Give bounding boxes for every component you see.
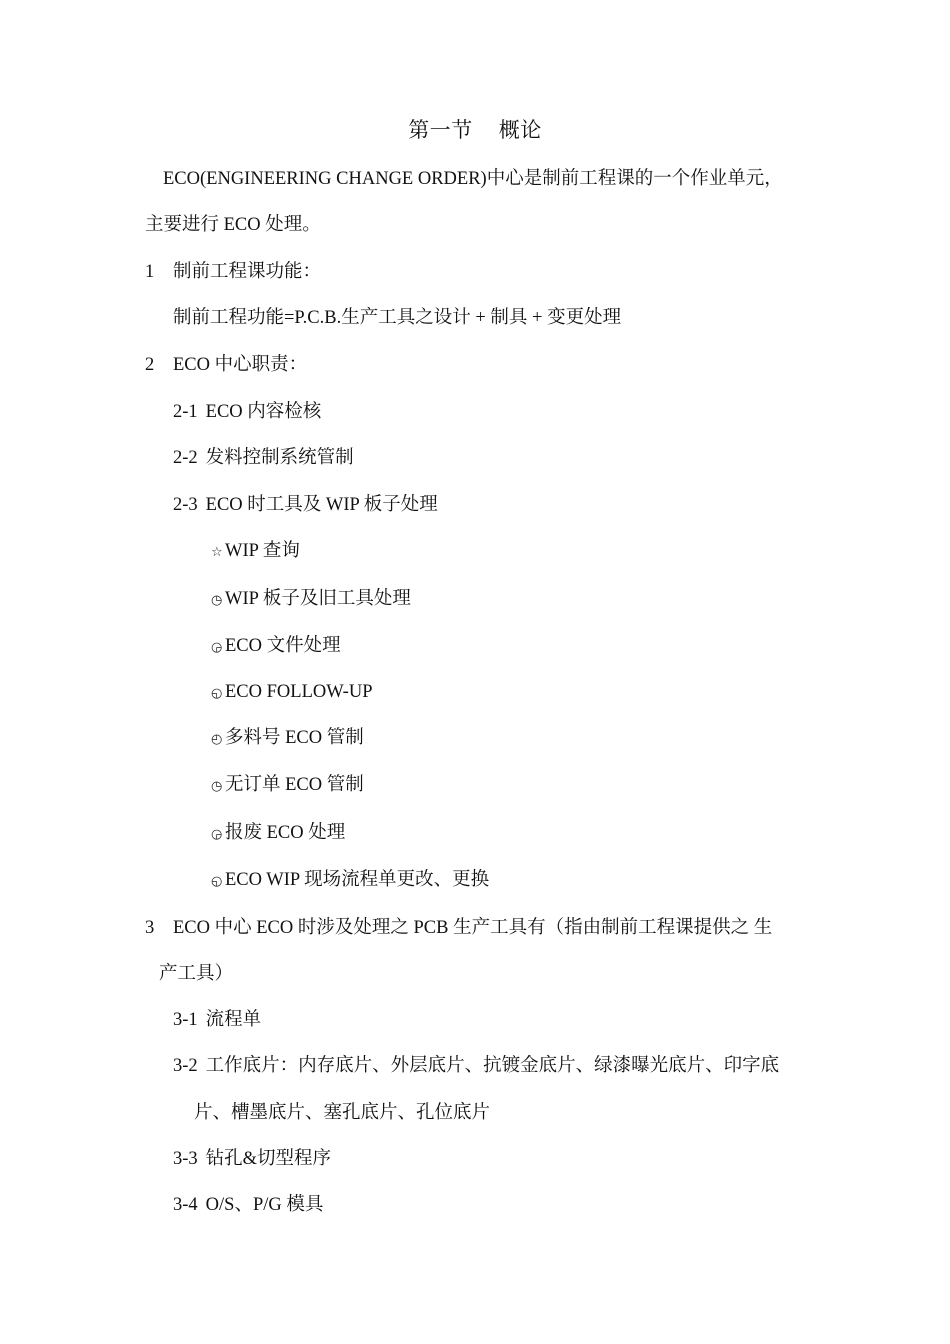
item-number: 3-3: [173, 1149, 198, 1169]
sub-list-item: [211, 868, 489, 894]
item-number: 3-4: [173, 1195, 198, 1215]
item-number: 3-2: [173, 1056, 198, 1076]
section-title: [0, 118, 950, 142]
item-text-continued: 片、槽墨底片、塞孔底片、孔位底片: [194, 1103, 491, 1123]
sub-item-text: WIP 查询: [225, 541, 300, 561]
sub-list-item: [211, 539, 300, 565]
item-text: 工作底片：内存底片、外层底片、抗镀金底片、绿漆曝光底片、印字底: [205, 1056, 780, 1076]
clock-icon: ◵: [211, 874, 223, 889]
sub-list-item: [211, 773, 364, 799]
item-text: 钻孔&切型程序: [205, 1149, 332, 1169]
section-3-title: ECO 中心 ECO 时涉及处理之 PCB 生产工具有（指由制前工程课提供之 生: [173, 918, 773, 938]
list-item: [173, 446, 354, 470]
clock-icon: ◷: [211, 779, 223, 794]
item-text: ECO 时工具及 WIP 板子处理: [205, 495, 438, 515]
title-part-2: 概论: [498, 118, 542, 142]
intro-line-1: ECO(ENGINEERING CHANGE ORDER)中心是制前工程课的一个作业单元，: [163, 169, 783, 189]
sub-item-text: 多料号 ECO 管制: [225, 728, 364, 748]
item-number: 2-2: [173, 448, 198, 468]
item-number: 2-3: [173, 495, 198, 515]
section-3-number: 3: [145, 918, 155, 938]
clock-icon: ◴: [211, 732, 223, 747]
item-text: O/S、P/G 模具: [205, 1195, 324, 1215]
item-number: 3-1: [173, 1010, 198, 1030]
section-2-title: ECO 中心职责：: [173, 355, 308, 375]
title-part-1: 第一节: [408, 118, 473, 142]
section-2-number: 2: [145, 355, 155, 375]
sub-item-text: ECO 文件处理: [225, 636, 341, 656]
item-number: 2-1: [173, 402, 198, 422]
sub-list-item: [211, 634, 341, 660]
sub-item-text: WIP 板子及旧工具处理: [225, 589, 411, 609]
sub-item-text: ECO FOLLOW-UP: [225, 682, 373, 702]
list-item: [173, 493, 438, 517]
list-item: [173, 1193, 323, 1217]
section-3-title-continued: 产工具）: [159, 964, 234, 984]
clock-icon: ◷: [211, 593, 223, 608]
list-item: [173, 1147, 331, 1171]
sub-item-text: 报废 ECO 处理: [225, 823, 346, 843]
clock-icon: ◶: [211, 827, 223, 842]
sub-item-text: 无订单 ECO 管制: [225, 775, 364, 795]
item-text: 发料控制系统管制: [205, 448, 354, 468]
clock-icon: ◶: [211, 640, 223, 655]
star-icon: ☆: [211, 545, 223, 560]
section-1-title: 制前工程课功能：: [173, 262, 322, 282]
sub-item-text: ECO WIP 现场流程单更改、更换: [225, 870, 490, 890]
section-1-number: 1: [145, 262, 155, 282]
list-item: [173, 1054, 779, 1078]
sub-list-item: [211, 726, 364, 752]
sub-list-item: [211, 587, 411, 613]
item-text: ECO 内容检核: [205, 402, 322, 422]
section-3-heading: [145, 916, 772, 940]
section-1-heading: [145, 260, 321, 284]
section-1-body: 制前工程功能=P.C.B.生产工具之设计 + 制具 + 变更处理: [173, 308, 622, 328]
intro-line-2: 主要进行 ECO 处理。: [145, 215, 321, 235]
sub-list-item: [211, 821, 345, 847]
sub-list-item: [211, 680, 373, 706]
item-text: 流程单: [205, 1010, 262, 1030]
list-item: [173, 400, 321, 424]
list-item: [173, 1008, 261, 1032]
section-2-heading: [145, 353, 307, 377]
clock-icon: ◵: [211, 686, 223, 701]
